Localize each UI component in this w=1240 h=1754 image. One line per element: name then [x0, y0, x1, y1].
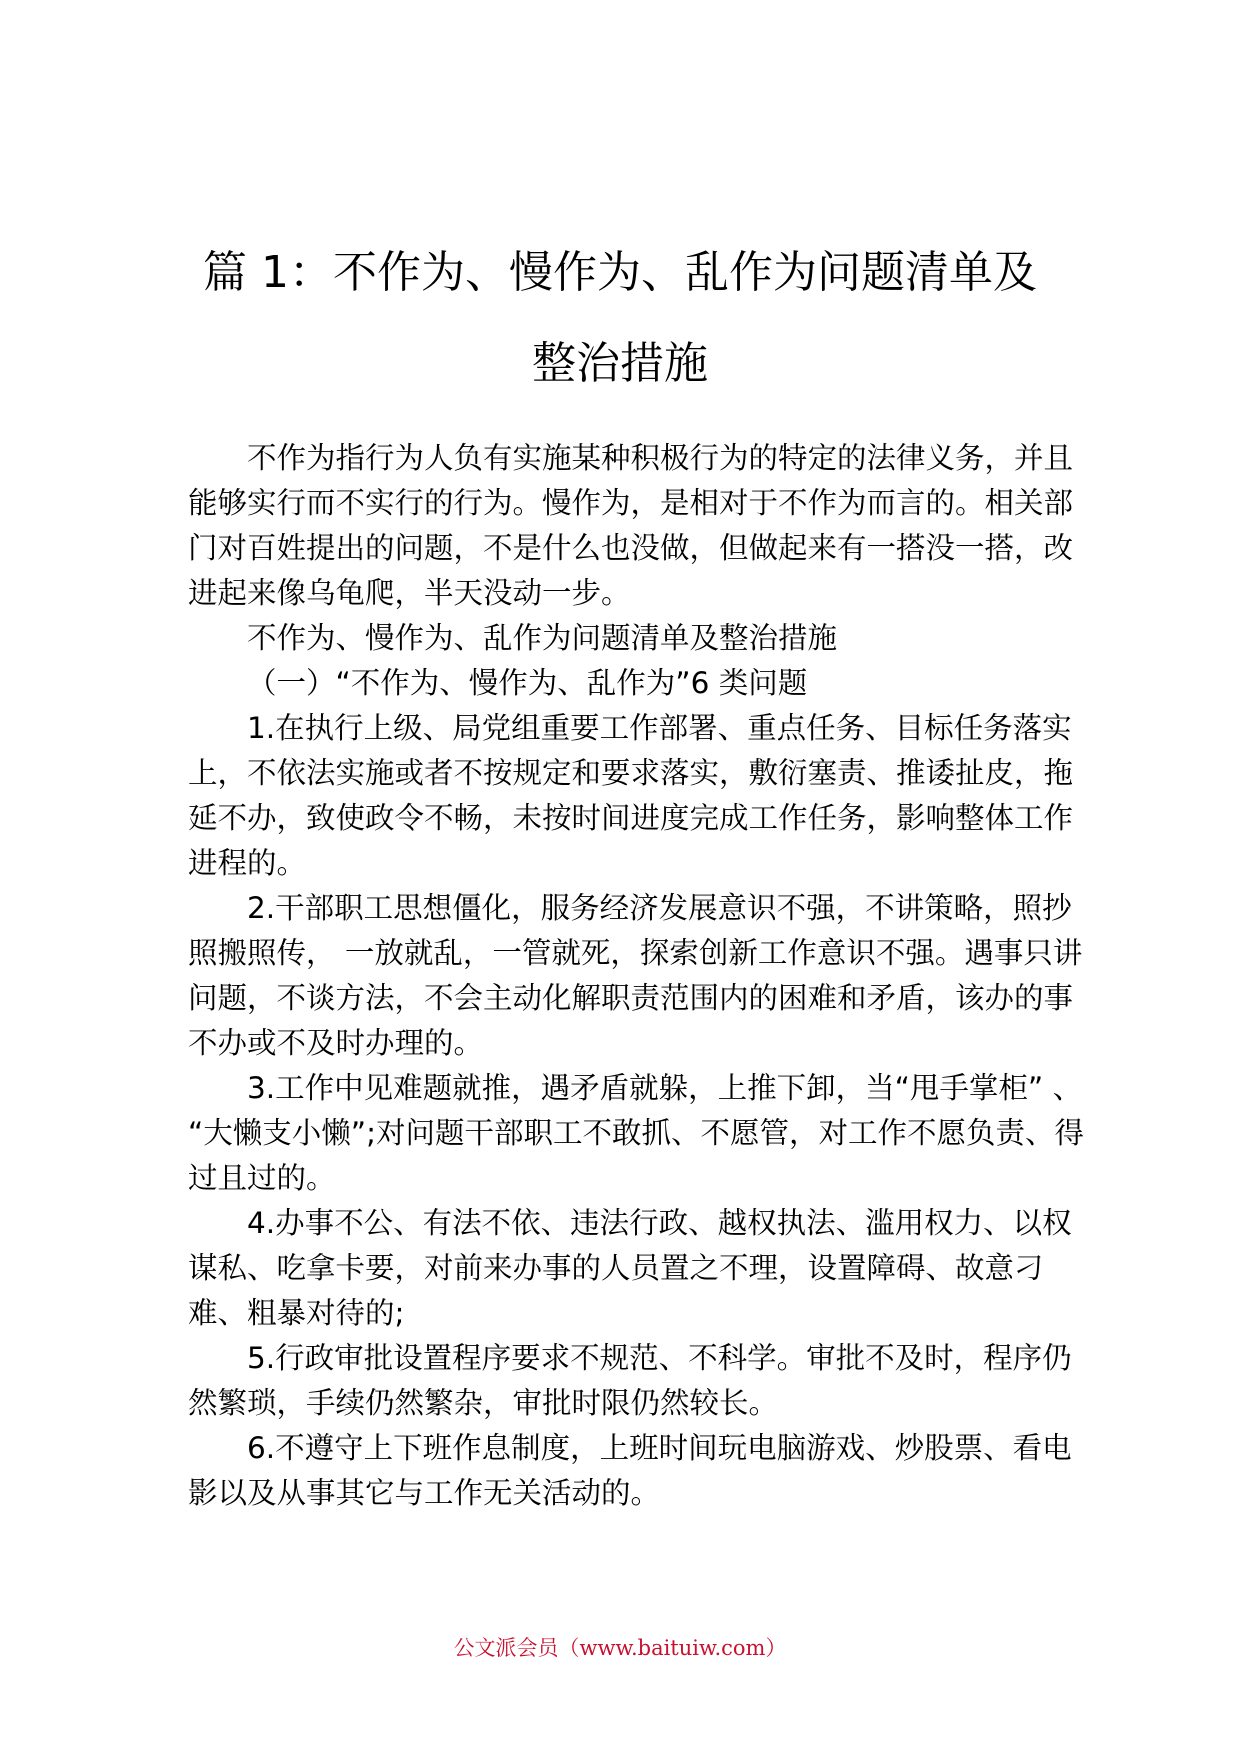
- paragraph-section-heading: （一）“不作为、慢作为、乱作为”6 类问题: [247, 666, 808, 700]
- paragraph-item-3: 3.工作中见难题就推，遇矛盾就躲，上推下卸，当“甩手掌柜” 、 “大懒支小懒”;对问题干部职工不敢抓、不愿管，对工作不愿负责、得过且过的。: [188, 1071, 1085, 1195]
- paragraph-item-4: 4.办事不公、有法不依、违法行政、越权执法、滥用权力、以权谋私、吃拿卡要，对前来办事的人员置之不理，设置障碍、故意刁难、粗暴对待的;: [188, 1206, 1072, 1330]
- paragraph-item-5: 5.行政审批设置程序要求不规范、不科学。审批不及时，程序仍然繁琐，手续仍然繁杂，审批时限仍然较长。: [188, 1341, 1072, 1420]
- paragraph-item-1: 1.在执行上级、局党组重要工作部署、重点任务、目标任务落实上，不依法实施或者不按规定和要求落实，敷衍塞责、推诿扯皮，拖延不办，致使政令不畅，未按时间进度完成工作任务，影响整体工作进程的。: [188, 711, 1074, 880]
- paragraph-intro: 不作为指行为人负有实施某种积极行为的特定的法律义务，并且能够实行而不实行的行为。慢作为，是相对于不作为而言的。相关部门对百姓提出的问题，不是什么也没做，但做起来有一搭没一搭，改进起来像乌龟爬，半天没动一步。: [188, 441, 1074, 610]
- paragraph-subtitle: 不作为、慢作为、乱作为问题清单及整治措施: [247, 621, 838, 655]
- document-title-line-1: 篇 1：不作为、慢作为、乱作为问题清单及: [203, 247, 1037, 298]
- document-body: [188, 436, 1088, 1516]
- paragraph-item-6: 6.不遵守上下班作息制度，上班时间玩电脑游戏、炒股票、看电影以及从事其它与工作无关活动的。: [188, 1431, 1072, 1510]
- paragraph-item-2: 2.干部职工思想僵化，服务经济发展意识不强，不讲策略，照抄照搬照传， 一放就乱，一管就死，探索创新工作意识不强。遇事只讲问题，不谈方法，不会主动化解职责范围内的困难和矛盾，该办的事不办或不及时办理的。: [188, 891, 1083, 1060]
- document-title-line-2: 整治措施: [532, 338, 708, 389]
- footer-watermark-link[interactable]: 公文派会员（www.baituiw.com）: [453, 1636, 787, 1660]
